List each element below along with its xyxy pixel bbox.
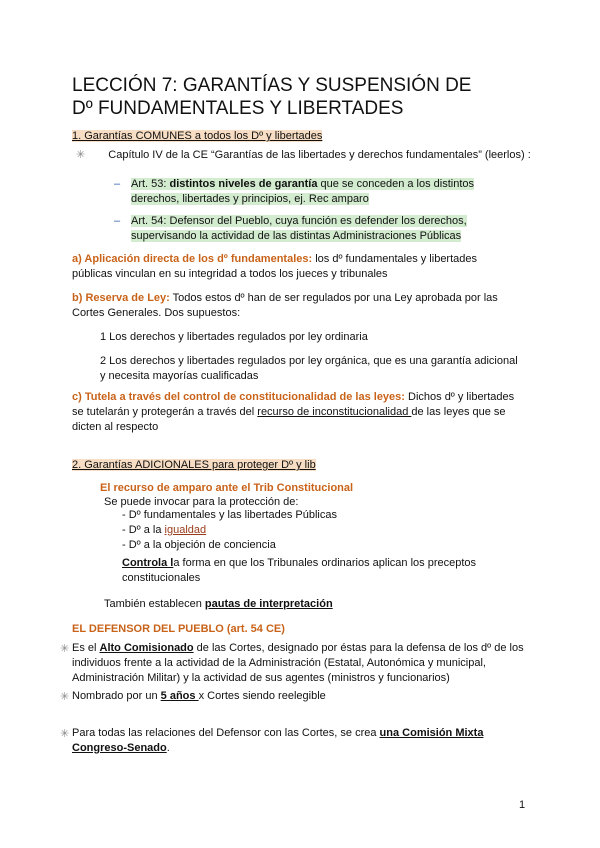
star-icon: ✳: [60, 728, 70, 740]
section-1-heading: 1. Garantías COMUNES a todos los Dº y libertades: [72, 130, 323, 142]
b-item-1: 1 Los derechos y libertades regulados por ley ordinaria: [100, 331, 368, 343]
paragraph-c: c) Tutela a través del control de constitucionalidad de las leyes: Dichos dº y libertades se tutelarán y protegerán a través del recurso de inconstitucionalidad de las leyes que se dicten al respecto: [72, 391, 515, 433]
defensor-paragraph-3: Para todas las relaciones del Defensor con las Cortes, se crea una Comisión Mixta Congreso-Senado.: [72, 727, 484, 754]
b-item-2: 2 Los derechos y libertades regulados por ley orgánica, que es una garantía adicional y necesita mayorías cualificadas: [100, 355, 518, 382]
star-icon: ✳: [60, 643, 70, 655]
igualdad-link: igualdad: [164, 524, 207, 536]
section-2-heading: 2. Garantías ADICIONALES para proteger Dº y lib: [72, 459, 316, 471]
amparo-heading: El recurso de amparo ante el Trib Constitucional: [100, 482, 354, 494]
amparo-intro: Se puede invocar para la protección de:: [104, 496, 299, 508]
list-item: - Dº a la objeción de conciencia: [122, 539, 276, 551]
paragraph-b: b) Reserva de Ley: Todos estos dº han de ser regulados por una Ley aprobada por las Cortes Generales. Dos supuestos:: [72, 292, 498, 319]
dash-icon: –: [114, 215, 121, 227]
bullet-capitulo: ✳ Capítulo IV de la CE “Garantías de las libertades y derechos fundamentales” (leerlos) :: [76, 149, 531, 161]
paragraph-a: a) Aplicación directa de los dº fundamentales: los dº fundamentales y libertades públicas vinculan en su integridad a todos los jueces y tribunales: [72, 253, 478, 280]
art-53-item: Art. 53: distintos niveles de garantía que se conceden a los distintos derechos, libertades y principios, ej. Rec amparo: [131, 178, 475, 205]
star-icon: ✳: [60, 691, 70, 703]
dash-icon: –: [114, 178, 121, 190]
page-number: 1: [519, 799, 526, 811]
title-line-2: Dº FUNDAMENTALES Y LIBERTADES: [72, 98, 404, 119]
list-item: - Dº a la igualdad: [122, 524, 207, 536]
defensor-paragraph-2: Nombrado por un 5 años x Cortes siendo reelegible: [72, 690, 326, 702]
controla-paragraph: Controla la forma en que los Tribunales ordinarios aplican los preceptos constitucionales: [122, 557, 477, 584]
amparo-list: [122, 508, 337, 553]
recurso-inconstitucionalidad-link: recurso de inconstitucionalidad: [257, 406, 412, 418]
tambien-paragraph: También establecen pautas de interpretación: [104, 598, 333, 610]
page-title: [72, 74, 471, 120]
title-line-1: LECCIÓN 7: GARANTÍAS Y SUSPENSIÓN DE: [72, 75, 472, 96]
star-icon: ✳: [76, 149, 86, 161]
list-item: - Dº fundamentales y las libertades Públicas: [122, 509, 337, 521]
defensor-heading: EL DEFENSOR DEL PUEBLO (art. 54 CE): [72, 623, 285, 635]
art-54-item: Art. 54: Defensor del Pueblo, cuya función es defender los derechos, supervisando la actividad de las distintas Administraciones Públicas: [131, 215, 467, 242]
defensor-paragraph-1: Es el Alto Comisionado de las Cortes, designado por éstas para la defensa de los dº de los individuos frente a la actividad de la Administración (Estatal, Autonómica y municipal, Administración Militar) y la actividad de sus agentes (ministros y funcionarios): [72, 642, 524, 684]
